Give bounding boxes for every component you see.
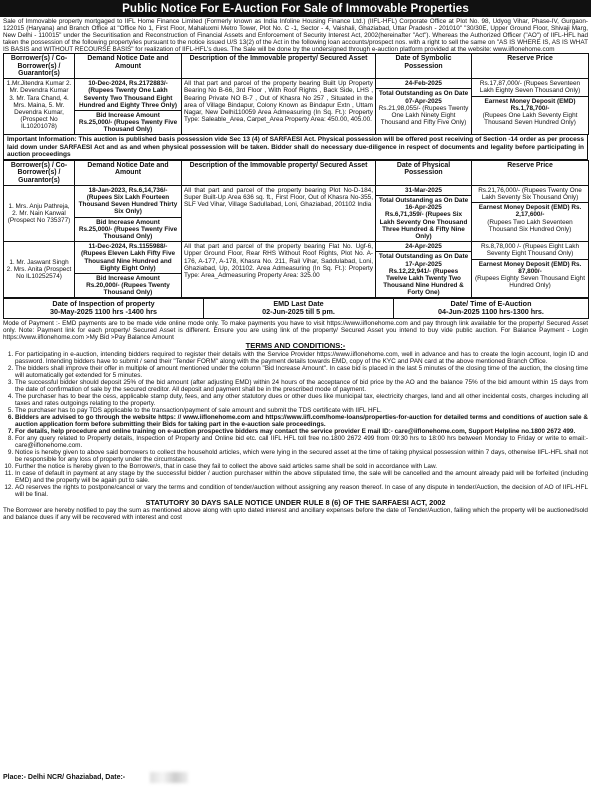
emd-last-date-cell xyxy=(204,299,394,318)
redacted-area xyxy=(150,772,188,783)
reserve-cell xyxy=(472,185,589,241)
emd-label: Earnest Money Deposit (EMD) Rs. 2,17,600/- xyxy=(472,202,588,218)
emd-last-date-label: EMD Last Date xyxy=(273,299,324,309)
list-item: 1. For participating in e-auction, intending bidders required to register their details with the Service Provider https://www.iiflonehome.com, well in advance and has to create the login account, login ID and password. Intending bidders have to submit / send their "Tender FORM" along with the payment details towards EMD, copy of the KYC and PAN card at the above mentioned Branch Office. xyxy=(15,351,588,365)
outstanding-label: Total Outstanding as On Date 17-Apr-2025 xyxy=(376,251,471,267)
emd-label: Earnest Money Deposit (EMD) Rs. 87,800/- xyxy=(472,259,588,275)
reserve-price: Rs.21,76,000/- (Rupees Twenty One Lakh Seventy Six Thousand Only) xyxy=(478,186,582,202)
list-item: 5. The purchaser has to pay TDS applicable to the transaction/payment of sale amount and submit the TDS certificate with IIFL HFL. xyxy=(15,407,588,414)
list-item: 9. Notice is hereby given to above said borrowers to collect the household articles, which were lying in the secured asset at the time of taking physical possession within 7 days, otherwise IIFL-HFL shall not be responsible for any loss of property under the circumstances. xyxy=(15,449,588,463)
possession-cell xyxy=(376,79,472,135)
bid-increase-amount: Rs.20,000/- (Rupees Twenty Thousand Only) xyxy=(86,282,170,297)
list-item: 12. AO reserves the rights to postpone/cancel or vary the terms and condition of tender/auction without assigning any reason thereof. In case of any dispute in tender/Auction, the decision of AO of IIFL-HFL will be final. xyxy=(15,484,588,498)
bid-increase-amount: Rs.25,000/- (Rupees Twenty Five Thousand Only) xyxy=(78,119,178,134)
outstanding-amount: Rs.6,71,359/- (Rupees Six Lakh Seventy One Thousand Three Hundred & Fifty Nine Only) xyxy=(379,211,468,240)
auction-date-value: 04-Jun-2025 1100 hrs-1300 hrs. xyxy=(438,307,544,317)
demand-cell xyxy=(75,242,182,298)
inspection-label: Date of Inspection of property xyxy=(52,299,155,309)
outstanding-amount: Rs.12,22,941/- (Rupees Twelve Lakh Twenty Two Thousand Nine Hundred & Forty One) xyxy=(383,267,464,297)
notice-title: Public Notice For E-Auction For Sale of Immovable Properties xyxy=(0,0,591,17)
property-table-1 xyxy=(3,53,589,135)
inspection-date-cell xyxy=(4,299,204,318)
statutory-heading: STATUTORY 30 DAYS SALE NOTICE UNDER RULE 8 (6) OF THE SARFAESI ACT, 2002 xyxy=(145,497,446,507)
col-possession: Date of Physical Possession xyxy=(376,161,472,186)
col-demand: Demand Notice Date and Amount xyxy=(75,161,182,186)
description-cell: All that part and parcel of the property bearing Built Up Property Bearing No B-66, 3rd Floor , With Roof Rights , Back Side, LHS , Bearing Private NO B-7 , Out of Khasra No 257 , Situated in the area of Village Bindapur, Colony Known as Bindapur Extn , Uttam Nagar, New Delhi110059 Area Admeasuring (In Sq. Ft.): Property Type: Saleable_Area, Carpet_Area Property Area: 450.00, 405.00. xyxy=(182,79,376,135)
statutory-text: The Borrower are hereby notified to pay the sum as mentioned above along with upto dated interest and ancillary expenses before the date of Tender/Auction, failing which the property will be auctioned/sold and balance dues if any will be recovered with interest and cost xyxy=(3,506,588,521)
emd-amount: (Rupees Eighty Seven Thousand Eight Hundred Only) xyxy=(474,274,585,290)
reserve-price: Rs.17,87,000/- (Rupees Seventeen Lakh Eighty Seven Thousand Only) xyxy=(479,80,581,95)
auction-date-label: Date/ Time of E-Auction xyxy=(450,299,532,309)
important-information: Important Information: This auction is published basis possession vide Sec 13 (4) of SARFAESI Act. Physical possession will be offered post receiving of Section -14 order as per process laid down under SARFAESI Act and as and when physical possession will be taken. Bidder shall do necessary due-diligence in respect of documents and legality before participating in auction proceedings xyxy=(3,135,588,160)
borrower-cell: 1.Mr.Jitendra Kumar 2. Mr. Devendra Kumar 3. Mr. Tara Chand, 4. Mrs. Maina, 5. Mr. Devendra Kumar, (Prospect No IL10201078) xyxy=(4,79,75,135)
outstanding-label: Total Outstanding as On Date 07-Apr-2025 xyxy=(376,88,471,104)
terms-heading: TERMS AND CONDITIONS:- xyxy=(245,341,346,351)
outstanding-label: Total Outstanding as On Date 16-Apr-2025 xyxy=(376,195,471,211)
list-item: 6. Bidders are advised to go through the website https: // www.iiflonehome.com and https://www.iifl.com/home-loans/properties-for-auction for detailed terms and conditions of auction sale & auction application form before submitting their Bids for taking part in the e-auction sale proceedings. xyxy=(15,414,588,428)
list-item: 10. Further the notice is hereby given to the Borrower/s, that in case they fail to collect the above said articles same shall be sold in accordance with Law. xyxy=(15,463,588,470)
possession-date: 24-Feb-2025 xyxy=(405,80,442,88)
borrower-cell: 1. Mr. Jaswant Singh 2. Mrs. Anita (Prospect No IL10252574) xyxy=(4,242,75,298)
col-possession: Date of Symbolic Possession xyxy=(376,54,472,79)
col-description: Description of the Immovable property/ Secured Asset xyxy=(182,161,376,186)
bid-increase-label: Bid Increase Amount xyxy=(75,217,181,226)
list-item: 4. The purchaser has to bear the cess, applicable stamp duty, fees, and any other statutory dues or other dues like municipal tax, electricity charges, land and all other incidental costs, charges including all taxes and rates outgoings relating to the property. xyxy=(15,393,588,407)
mode-of-payment: Mode of Payment :- EMD payments are to be made vide online mode only. To make payments you have to visit https://www.iiflonehome.com and pay through link available for the property/ Secured Asset only. Note: Payment link for each property/ Secured Asset is different. Ensure you are using link of the property/ Secured Asset you intend to buy vide public auction. For Balance Payment - Login https://www.iiflonehome.com >My Bid >Pay Balance Amount xyxy=(3,319,588,341)
list-item: 7. For details, help procedure and online training on e-auction prospective bidders may contact the service provider E mail ID:- care@iiflonehome.com, Support Helpline no.1800 2672 499. xyxy=(15,428,588,435)
table-row xyxy=(4,185,589,241)
bid-increase-amount: Rs.25,000/- (Rupees Twenty Five Thousand Only) xyxy=(78,225,178,240)
col-reserve: Reserve Price xyxy=(472,161,589,186)
possession-cell xyxy=(376,242,472,298)
inspection-value: 30-May-2025 1100 hrs -1400 hrs xyxy=(49,307,158,317)
col-borrower: Borrower(s) / Co-Borrower(s) / Guarantor(s) xyxy=(4,54,75,79)
reserve-cell xyxy=(472,242,589,298)
terms-list xyxy=(0,351,591,499)
demand-amount: 11-Dec-2024, Rs.1155988/- (Rupees Eleven Lakh Fifty Five Thousand Nine Hundred and Eighty Eight Only) xyxy=(80,243,176,272)
description-cell: All that part and parcel of the property bearing Plot No-D-184, Super Built-Up Area 636 sq. ft., First Floor, Out of Khasra No-355, SLF Ved Vihar, Village Sadullabad, Loni, Ghaziabad, 201102 India xyxy=(182,185,376,241)
borrower-cell: 1. Mrs. Anju Pathreja, 2. Mr. Nain Kanwal (Prospect No 735377) xyxy=(4,185,75,241)
bid-increase-label: Bid Increase Amount xyxy=(75,110,181,119)
possession-date: 24-Apr-2025 xyxy=(405,243,442,251)
demand-amount: 18-Jan-2023, Rs.6,14,736/- (Rupees Six Lakh Fourteen Thousand Seven Hundred Thirty Six Only) xyxy=(78,186,178,216)
list-item: 11. In case of default in payment at any stage by the successful bidder / auction purchaser within the above stipulated time, the sale will be cancelled and the amount already paid will be forfeited (including EMD) and the property will be again put to sale. xyxy=(15,470,588,484)
demand-amount: 10-Dec-2024, Rs.2172883/- (Rupees Twenty One Lakh Seventy Two Thousand Eight Hundred and Eighty Three Only) xyxy=(79,80,177,109)
outstanding-amount: Rs.21,98,055/- (Rupees Twenty One Lakh Ninety Eight Thousand and Fifty Five Only) xyxy=(378,104,469,127)
bid-increase-label: Bid Increase Amount xyxy=(75,273,181,282)
possession-cell xyxy=(376,185,472,241)
property-table-2 xyxy=(3,160,589,298)
col-borrower: Borrower(s) / Co-Borrower(s) / Guarantor(s) xyxy=(4,161,75,186)
intro-paragraph: Sale of Immovable property mortgaged to IIFL Home Finance Limited (Formerly known as India Infoline Housing Finance Ltd.) (IIFL-HFL) Corporate Office at Plot No. 98, Udyog Vihar, Phase-IV, Gurgaon-122015 (Haryana) and Branch Office at "Office No 1, First Floor, Mahaluxmi Metro Tower, Plot No. C -1, Sector - 4, Vaishali, Ghaziabad, Uttar Pradesh - 201010" "30/30E, Upper Ground Floor, Shivaji Marg, New Delhi - 110015" under the Securitisation and Reconstruction of Financial Assets and Enforcement of Security Interest Act, 2002(hereinafter "Act"). Whereas the Authorized Officer ("AO") of IIFL-HFL had taken the possession of the following property/ies pursuant to the notice issued U/S 13(2) of the Act in the following loan accounts/prospect nos. with a right to sell the same on "AS IS WHERE IS, AS IS WHAT IS BASIS and WITHOUT RECOURSE BASIS" for realization of IIFL-HFL's dues. The Sale will be done by the undersigned through e-auction platform provided at the website: www.iiflonehome.com xyxy=(3,18,588,54)
description-cell: All that part and parcel of the property bearing Flat No. Ugf-6, Upper Ground Floor, Rear RHS Without Roof Rights, Plot No. A-176, A-177, A-178, Khasra No. 211, Rail Vihar, Saddulabad, Loni, Ghaziabad, Up, 201102. Area Admeasuring (In Sq. Ft.): Property Type: Area_Admeasuring Property Area: 325.00 xyxy=(182,242,376,298)
demand-cell xyxy=(75,185,182,241)
list-item: 3. The successful bidder should deposit 25% of the bid amount (after adjusting EMD) within 24 hours of the acceptance of bid price by the AO and the balance 75% of the bid amount within 15 days from the date of confirmation of sale by the secured creditor. All deposit and payment shall be in the prescribed mode of payment. xyxy=(15,379,588,393)
demand-cell xyxy=(75,79,182,135)
col-demand: Demand Notice Date and Amount xyxy=(75,54,182,79)
dates-table xyxy=(3,298,589,318)
table-row xyxy=(4,242,589,298)
possession-date: 31-Mar-2025 xyxy=(405,186,442,194)
emd-amount: (Rupees One Lakh Seventy Eight Thousand Seven Hundred Only) xyxy=(482,111,578,127)
place-date: Place:- Delhi NCR/ Ghaziabad, Date:- xyxy=(3,774,126,781)
emd-amount: (Rupees Two Lakh Seventeen Thousand Six Hundred Only) xyxy=(487,218,573,233)
auction-date-cell xyxy=(394,299,589,318)
emd-label: Earnest Money Deposit (EMD) Rs.1,78,700/- xyxy=(472,96,588,112)
list-item: 2. The bidders shall improve their offer in multiple of amount mentioned under the column "Bid Increase Amount". In case bid is placed in the last 5 minutes of the closing time of the auction, the closing time will automatically get extended for 5 minutes. xyxy=(15,365,588,379)
emd-last-date-value: 02-Jun-2025 till 5 pm. xyxy=(262,307,335,317)
col-description: Description of the Immovable property/ Secured Asset xyxy=(182,54,376,79)
col-reserve: Reserve Price xyxy=(472,54,589,79)
list-item: 8. For any query related to Property details, Inspection of Property and Online bid etc. call IIFL HFL toll free no.1800 2672 499 from 09:30 hrs to 18:00 hrs between Monday to Friday or write to email:- care@iiflonehome.com. xyxy=(15,435,588,449)
reserve-price: Rs.8,78,000 /- (Rupees Eight Lakh Seventy Eight Thousand Only) xyxy=(480,243,580,258)
reserve-cell xyxy=(472,79,589,135)
